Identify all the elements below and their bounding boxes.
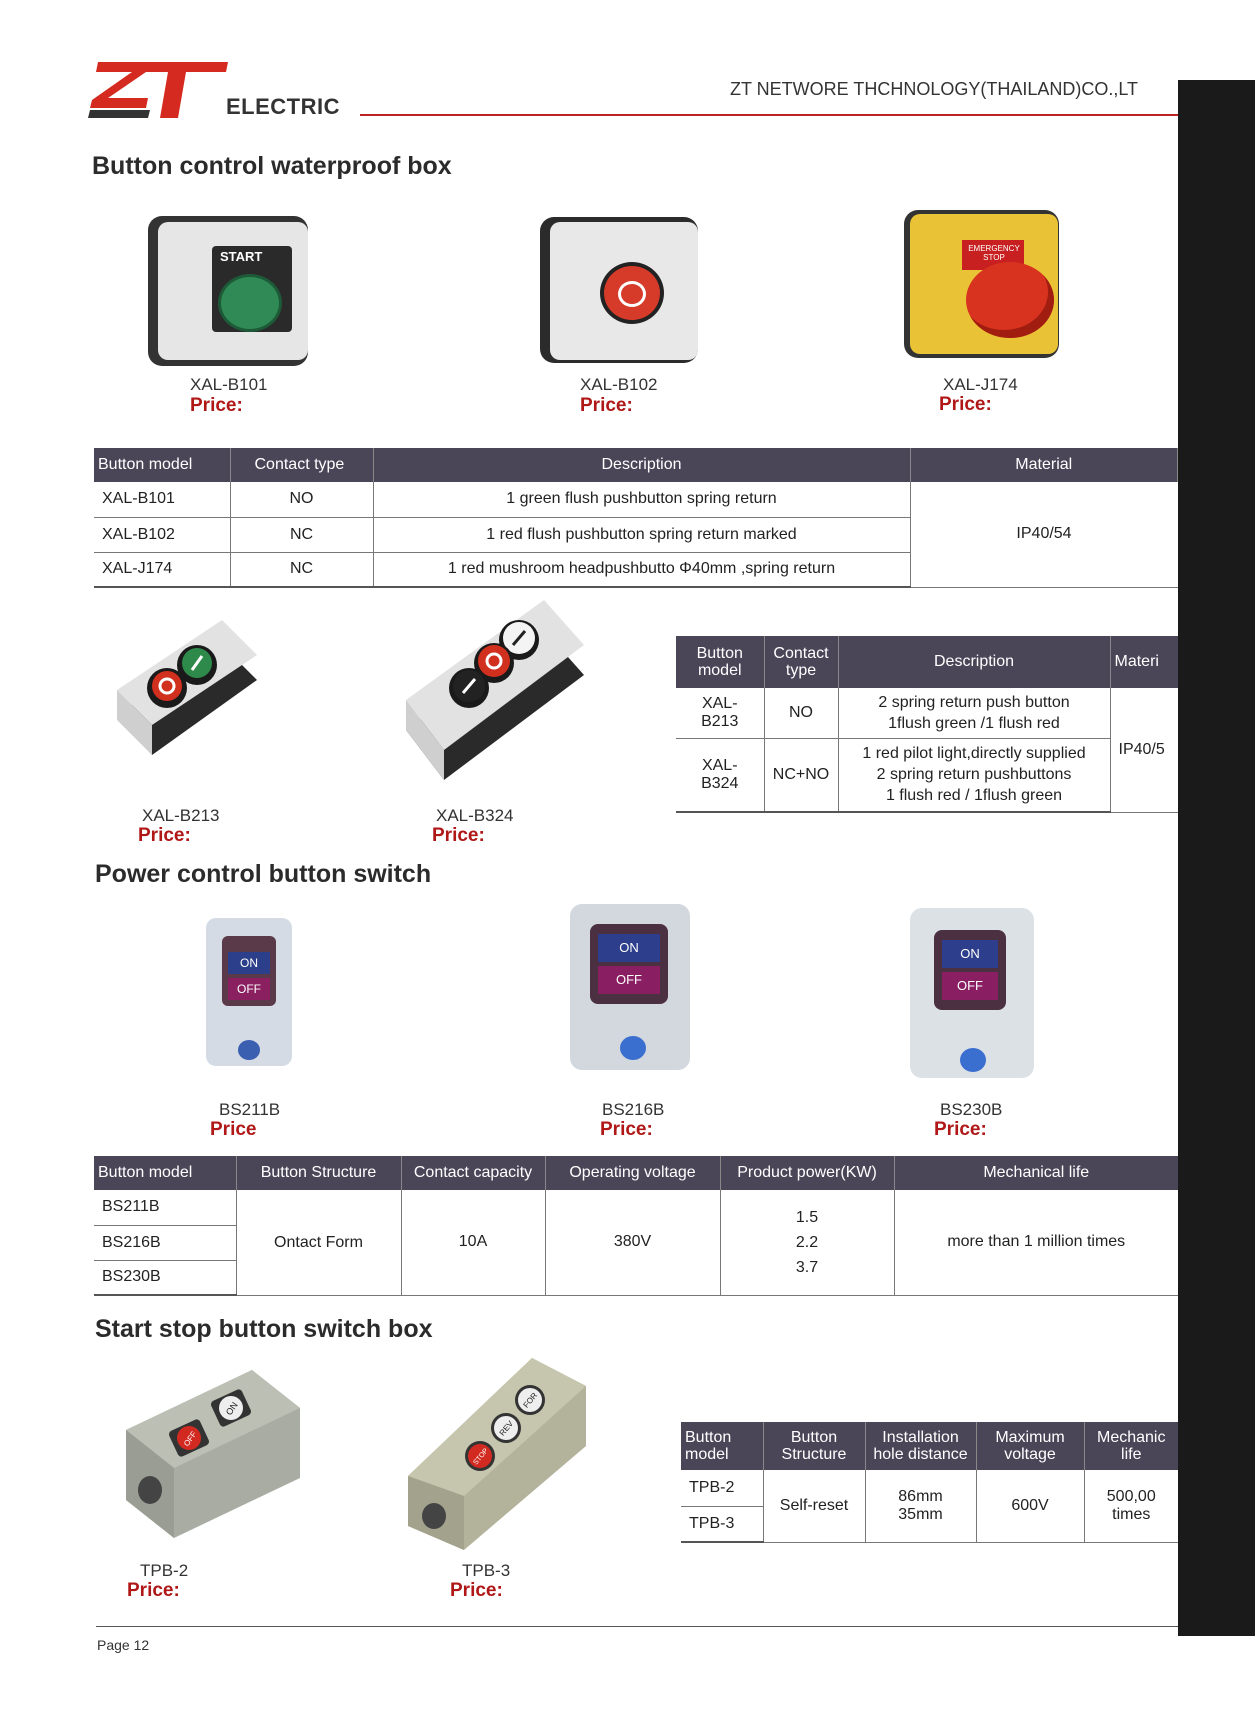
model-cell: TPB-3 bbox=[681, 1506, 763, 1542]
distance-cell bbox=[865, 1470, 976, 1542]
power-cell bbox=[720, 1190, 894, 1295]
product-name: BS230B bbox=[940, 1100, 1003, 1119]
description-cell: 1 green flush pushbutton spring return bbox=[373, 482, 910, 517]
contact-cell: NO bbox=[764, 688, 838, 738]
model-cell: XAL-B324 bbox=[676, 738, 764, 812]
table-header: Contact capacity bbox=[401, 1156, 545, 1190]
table-header: Contact type bbox=[764, 636, 838, 688]
product-name: TPB-3 bbox=[462, 1561, 511, 1580]
company-name: ZT NETWORE THCHNOLOGY(THAILAND)CO.,LT bbox=[730, 79, 1139, 99]
spec-table-waterproof-box bbox=[94, 448, 1178, 588]
table-row bbox=[681, 1470, 1178, 1506]
on-button-label: ON bbox=[942, 940, 998, 968]
table-header: Button Structure bbox=[763, 1422, 865, 1470]
description-cell: 1 red flush pushbutton spring return marked bbox=[373, 517, 910, 552]
product-price: Price: bbox=[939, 394, 992, 415]
spec-table-multi-button-box bbox=[676, 636, 1178, 813]
off-button-label: OFF bbox=[942, 972, 998, 1000]
table-header: Product power(KW) bbox=[720, 1156, 894, 1190]
footer-divider bbox=[96, 1626, 1178, 1627]
description-line: 1flush green /1 flush red bbox=[888, 714, 1060, 732]
power-value: 2.2 bbox=[795, 1233, 819, 1251]
product-image-tpb-2 bbox=[124, 1368, 302, 1540]
table-row bbox=[676, 738, 1178, 812]
contact-cell: NC+NO bbox=[764, 738, 838, 812]
table-header: Material bbox=[910, 448, 1178, 482]
product-price: Price: bbox=[450, 1580, 503, 1601]
description-cell: 1 red mushroom headpushbutto Φ40mm ,spring return bbox=[373, 552, 910, 587]
table-row bbox=[94, 482, 1178, 517]
life-cell: more than 1 million times bbox=[894, 1190, 1178, 1295]
section-title-waterproof-box: Button control waterproof box bbox=[92, 152, 452, 180]
product-price: Price: bbox=[934, 1119, 987, 1140]
life-cell bbox=[1084, 1470, 1178, 1542]
product-name: TPB-2 bbox=[140, 1561, 189, 1580]
model-cell: XAL-B213 bbox=[676, 688, 764, 738]
product-name: XAL-B213 bbox=[142, 806, 220, 825]
material-cell: IP40/5 bbox=[1110, 688, 1178, 812]
on-button-label: ON bbox=[223, 1400, 240, 1417]
model-cell: XAL-B102 bbox=[94, 517, 230, 552]
distance-value: 35mm bbox=[898, 1505, 943, 1523]
model-cell: TPB-2 bbox=[681, 1470, 763, 1506]
description-cell bbox=[838, 738, 1110, 812]
emergency-stop-label: EMERGENCY STOP bbox=[968, 244, 1020, 262]
life-value: 500,00 bbox=[1106, 1487, 1156, 1505]
table-header: Button model bbox=[94, 1156, 236, 1190]
table-header: Materi bbox=[1110, 636, 1178, 688]
reverse-button-label: REV bbox=[497, 1419, 516, 1438]
table-header: Button model bbox=[676, 636, 764, 688]
forward-button-label: FOR bbox=[521, 1390, 540, 1410]
page-number: Page 12 bbox=[97, 1637, 150, 1653]
off-button-label: OFF bbox=[598, 966, 660, 994]
contact-cell: NO bbox=[230, 482, 373, 517]
product-price: Price: bbox=[580, 395, 633, 416]
start-label: START bbox=[220, 249, 263, 264]
off-button-label: OFF bbox=[181, 1429, 199, 1448]
material-cell: IP40/54 bbox=[910, 482, 1178, 587]
contact-cell: NC bbox=[230, 517, 373, 552]
product-name: XAL-B324 bbox=[436, 806, 514, 825]
voltage-cell: 600V bbox=[976, 1470, 1084, 1542]
product-name: BS211B bbox=[219, 1100, 281, 1119]
table-header: Contact type bbox=[230, 448, 373, 482]
spec-table-power-control bbox=[94, 1156, 1178, 1296]
voltage-cell: 380V bbox=[545, 1190, 720, 1295]
table-header: Button model bbox=[681, 1422, 763, 1470]
structure-cell: Ontact Form bbox=[236, 1190, 401, 1295]
table-header: Mechanical life bbox=[894, 1156, 1178, 1190]
product-image-xal-b324 bbox=[404, 600, 586, 790]
product-image-tpb-3 bbox=[406, 1356, 588, 1552]
model-cell: BS216B bbox=[94, 1225, 236, 1260]
model-cell: XAL-B101 bbox=[94, 482, 230, 517]
on-button-label: ON bbox=[598, 934, 660, 962]
model-cell: BS211B bbox=[94, 1190, 236, 1225]
description-cell bbox=[838, 688, 1110, 738]
table-row bbox=[94, 1190, 1178, 1225]
spec-table-start-stop bbox=[681, 1422, 1178, 1543]
distance-value: 86mm bbox=[898, 1487, 943, 1505]
description-line: 2 spring return push button bbox=[878, 693, 1070, 711]
model-cell: XAL-J174 bbox=[94, 552, 230, 587]
product-price: Price bbox=[210, 1119, 257, 1140]
on-button-label: ON bbox=[228, 952, 270, 974]
off-button-label: OFF bbox=[228, 978, 270, 1000]
brand-name: ELECTRIC bbox=[226, 94, 340, 119]
model-cell: BS230B bbox=[94, 1260, 236, 1295]
power-value: 1.5 bbox=[795, 1208, 819, 1226]
table-header: Description bbox=[373, 448, 910, 482]
product-price: Price: bbox=[138, 825, 191, 846]
description-line: 2 spring return pushbuttons bbox=[876, 766, 1072, 784]
product-price: Price: bbox=[600, 1119, 653, 1140]
product-name: XAL-B101 bbox=[190, 375, 268, 394]
table-header: Operating voltage bbox=[545, 1156, 720, 1190]
product-image-xal-b213 bbox=[112, 620, 262, 770]
stop-button-label: STOP bbox=[472, 1447, 490, 1467]
section-title-power-control: Power control button switch bbox=[95, 860, 432, 888]
product-price: Price: bbox=[190, 395, 243, 416]
table-header: Description bbox=[838, 636, 1110, 688]
table-header: Installation hole distance bbox=[865, 1422, 976, 1470]
power-value: 3.7 bbox=[795, 1258, 819, 1276]
product-name: XAL-J174 bbox=[943, 375, 1018, 394]
structure-cell: Self-reset bbox=[763, 1470, 865, 1542]
description-line: 1 red pilot light,directly supplied bbox=[862, 745, 1086, 763]
product-price: Price: bbox=[432, 825, 485, 846]
product-name: XAL-B102 bbox=[580, 375, 658, 394]
page-edge-shadow bbox=[1178, 80, 1255, 1636]
table-header: Maximum voltage bbox=[976, 1422, 1084, 1470]
table-header: Button model bbox=[94, 448, 230, 482]
capacity-cell: 10A bbox=[401, 1190, 545, 1295]
header-divider bbox=[360, 114, 1178, 116]
product-name: BS216B bbox=[602, 1100, 665, 1119]
table-header: Button Structure bbox=[236, 1156, 401, 1190]
section-title-start-stop: Start stop button switch box bbox=[95, 1315, 433, 1343]
contact-cell: NC bbox=[230, 552, 373, 587]
table-row bbox=[676, 688, 1178, 738]
zt-logo bbox=[88, 58, 238, 122]
table-header: Mechanic life bbox=[1084, 1422, 1178, 1470]
product-price: Price: bbox=[127, 1580, 180, 1601]
description-line: 1 flush red / 1flush green bbox=[885, 787, 1063, 805]
life-value: times bbox=[1112, 1505, 1151, 1523]
